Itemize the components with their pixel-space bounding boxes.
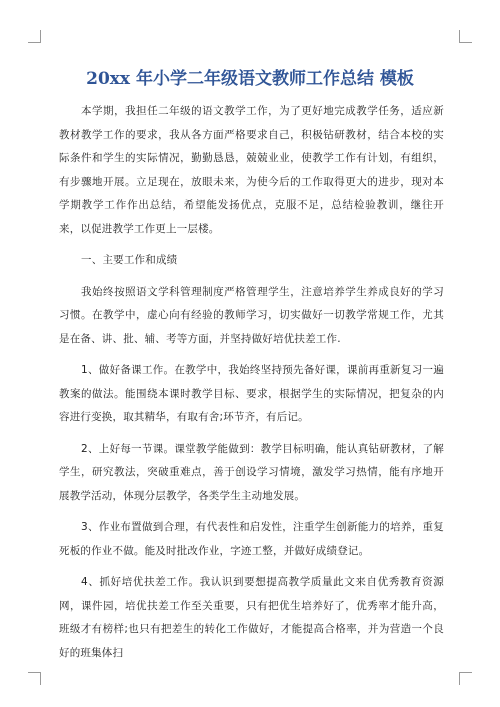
section-heading: 一、主要工作和成绩 [81,254,178,266]
corner-mark-bottom-right [459,672,472,685]
paragraph-homework: 3、作业布置做到合理，有代表性和启发性，注重学生创新能力的培养，重复死板的作业不做。能及时批改作业，字迹工整，并做好成绩登记。 [59,521,444,557]
document-title: 20xx 年小学二年级语文教师工作总结 模板 [86,69,414,89]
paragraph-teaching: 2、上好每一节课。课堂教学能做到：教学目标明确，能认真钻研教材，了解学生，研究教法，突破重难点，善于创设学习情境，激发学习热情，能有序地开展教学活动，体现分层教学，各类学生主动地发展。 [59,442,444,502]
paragraph-intro: 本学期，我担任二年级的语文教学工作，为了更好地完成教学任务，适应新教材教学工作的要求，我从各方面严格要求自己，积极钻研教材，结合本校的实际条件和学生的实际情况，勤勤恳恳，兢兢业业，使教学工作有计划，有组织，有步骤地开展。立足现在，放眼未来，为使今后的工作取得更大的进步，现对本学期教学工作作出总结，希望能发扬优点，克服不足，总结检验教训，继往开来，以促进教学工作更上一层楼。 [59,105,444,235]
document-body [59,100,444,673]
corner-mark-top-left [28,30,41,43]
paragraph-tutoring: 4、抓好培优扶差工作。我认识到要想提高教学质量此文来自优秀教育资源网，课件园，培优扶差工作至关重要，只有把优生培养好了，优秀率才能升高，班级才有榜样;也只有把差生的转化工作做好，才能提高合格率，并为营造一个良好的班集体扫 [59,576,444,659]
paragraph-lesson-prep: 1、做好备课工作。在教学中，我始终坚持预先备好课，课前再重新复习一遍教案的做法。能围绕本课时教学目标、要求，根据学生的实际情况，把复杂的内容进行变换，取其精华，有取有舍;环节齐，有后记。 [59,364,444,423]
paragraph-management: 我始终按照语文学科管理制度严格管理学生，注意培养学生养成良好的学习习惯。在教学中，虚心向有经验的教师学习，切实做好一切教学常规工作，尤其是在备、讲、批、辅、考等方面，并坚持做好培优扶差工作. [59,285,444,345]
corner-mark-top-right [459,30,472,43]
corner-mark-bottom-left [28,672,41,685]
